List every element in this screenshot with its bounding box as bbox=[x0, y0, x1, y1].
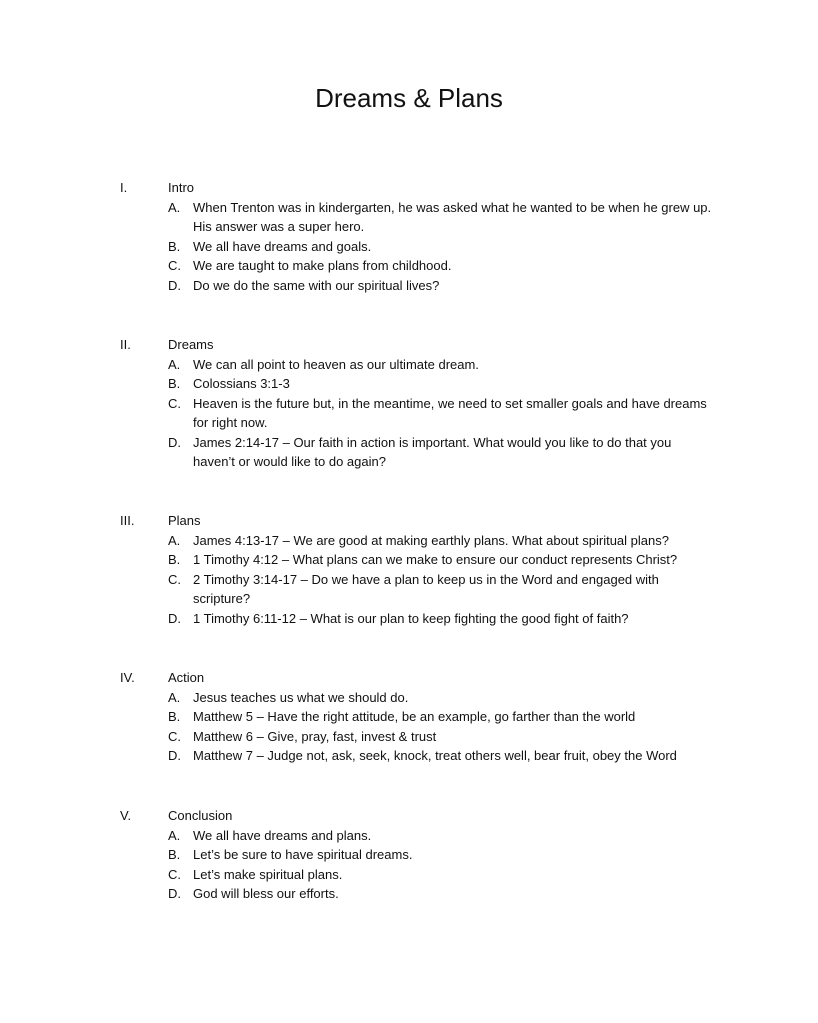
item-letter: C. bbox=[168, 571, 181, 587]
list-item bbox=[168, 550, 713, 570]
list-item bbox=[168, 531, 713, 551]
item-letter: D. bbox=[168, 610, 181, 626]
item-text: Let’s make spiritual plans. bbox=[193, 866, 343, 882]
section-numeral: III. bbox=[120, 513, 135, 528]
list-item bbox=[168, 237, 713, 257]
list-item bbox=[168, 198, 713, 237]
section-heading: Plans bbox=[168, 513, 201, 528]
item-letter: A. bbox=[168, 532, 181, 548]
section-heading: Intro bbox=[168, 180, 195, 195]
section-heading: Dreams bbox=[168, 337, 214, 352]
item-text: James 4:13-17 – We are good at making earthly plans. What about spiritual plans? bbox=[193, 532, 669, 548]
item-letter: B. bbox=[168, 709, 181, 724]
item-letter: A. bbox=[168, 356, 181, 372]
item-letter: B. bbox=[168, 238, 181, 254]
item-letter: C. bbox=[168, 728, 181, 744]
section-numeral: IV. bbox=[120, 670, 135, 685]
section-items bbox=[168, 688, 713, 766]
item-letter: D. bbox=[168, 886, 181, 901]
item-text: Colossians 3:1-3 bbox=[193, 376, 290, 391]
item-text: Jesus teaches us what we should do. bbox=[193, 689, 409, 705]
section-items bbox=[168, 826, 713, 904]
list-item bbox=[168, 727, 713, 747]
item-text: Let’s be sure to have spiritual dreams. bbox=[193, 847, 413, 862]
list-item bbox=[168, 433, 713, 472]
item-text: James 2:14-17 – Our faith in action is important. What would you like to do that you haven’t or would like to do again? bbox=[193, 434, 672, 469]
list-item bbox=[168, 276, 713, 296]
item-text: We all have dreams and goals. bbox=[193, 238, 372, 254]
item-text: We all have dreams and plans. bbox=[193, 827, 372, 843]
item-text: 1 Timothy 6:11-12 – What is our plan to keep fighting the good fight of faith? bbox=[193, 610, 629, 626]
item-letter: D. bbox=[168, 277, 181, 293]
item-letter: D. bbox=[168, 434, 181, 450]
list-item bbox=[168, 826, 713, 846]
section-items bbox=[168, 355, 713, 472]
item-text: Matthew 7 – Judge not, ask, seek, knock, treat others well, bear fruit, obey the Word bbox=[193, 748, 677, 763]
section-items bbox=[168, 198, 713, 296]
item-text: 2 Timothy 3:14-17 – Do we have a plan to keep us in the Word and engaged with scripture? bbox=[193, 571, 659, 606]
item-letter: B. bbox=[168, 376, 181, 391]
list-item bbox=[168, 746, 713, 766]
item-letter: B. bbox=[168, 552, 181, 567]
item-text: Heaven is the future but, in the meantime, we need to set smaller goals and have dreams for right now. bbox=[193, 395, 707, 430]
list-item bbox=[168, 845, 713, 865]
item-text: 1 Timothy 4:12 – What plans can we make to ensure our conduct represents Christ? bbox=[193, 552, 678, 567]
list-item bbox=[168, 688, 713, 708]
item-text: God will bless our efforts. bbox=[193, 886, 339, 901]
list-item bbox=[168, 609, 713, 629]
item-text: We can all point to heaven as our ultimate dream. bbox=[193, 356, 479, 372]
item-text: We are taught to make plans from childhood. bbox=[193, 258, 452, 273]
item-text: Do we do the same with our spiritual lives? bbox=[193, 277, 440, 293]
item-letter: C. bbox=[168, 395, 181, 411]
list-item bbox=[168, 374, 713, 394]
list-item bbox=[168, 256, 713, 276]
item-text: When Trenton was in kindergarten, he was asked what he wanted to be when he grew up. His answer was a super hero. bbox=[193, 199, 712, 234]
list-item bbox=[168, 884, 713, 904]
section-heading: Action bbox=[168, 670, 205, 685]
section-heading: Conclusion bbox=[168, 808, 233, 823]
section-numeral: V. bbox=[120, 808, 132, 823]
item-text: Matthew 5 – Have the right attitude, be an example, go farther than the world bbox=[193, 709, 636, 724]
list-item bbox=[168, 355, 713, 375]
section-items bbox=[168, 531, 713, 629]
list-item bbox=[168, 707, 713, 727]
item-letter: B. bbox=[168, 847, 181, 862]
section-numeral: I. bbox=[120, 180, 128, 195]
item-letter: A. bbox=[168, 689, 181, 705]
item-letter: C. bbox=[168, 258, 181, 273]
item-letter: A. bbox=[168, 827, 181, 843]
list-item bbox=[168, 865, 713, 885]
list-item bbox=[168, 394, 713, 433]
document-title: Dreams & Plans bbox=[315, 83, 503, 113]
item-letter: C. bbox=[168, 866, 181, 882]
list-item bbox=[168, 570, 713, 609]
item-letter: A. bbox=[168, 199, 181, 215]
section-numeral: II. bbox=[120, 337, 131, 352]
item-letter: D. bbox=[168, 748, 181, 763]
item-text: Matthew 6 – Give, pray, fast, invest & trust bbox=[193, 728, 437, 744]
